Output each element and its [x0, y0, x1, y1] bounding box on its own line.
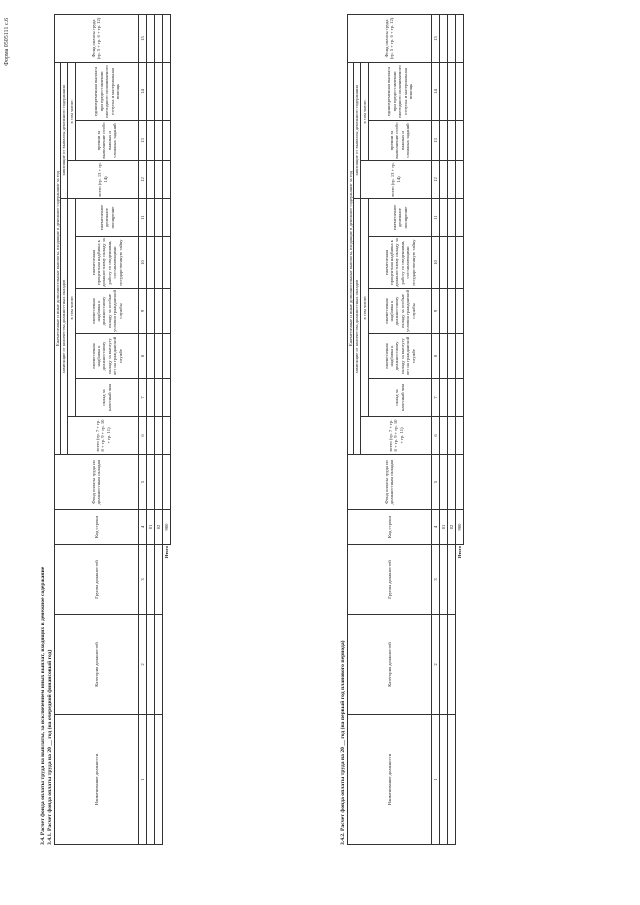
table-2-title: 3.4.2. Расчет фонда оплаты труда на 20 __ год (на первый год планового периода)	[340, 640, 346, 845]
col-number: 15	[431, 14, 439, 62]
total-row	[162, 14, 170, 844]
sub-header-pay: зависящие от выплаты денежного содержания	[61, 62, 67, 198]
col-number: 8	[138, 334, 146, 379]
col-number: 5	[138, 455, 146, 510]
col-header-position-name: Наименование должности	[348, 715, 432, 845]
table-section-2	[340, 15, 464, 845]
total-row	[455, 14, 463, 844]
row-code: 01	[146, 510, 154, 545]
col-number: 1	[431, 715, 439, 845]
col-number: 14	[138, 62, 146, 120]
col-number: 12	[138, 161, 146, 199]
col-header-salary-fund: Фонд оплаты труда по должностным окладам	[55, 455, 139, 510]
col-header-premiums: премии за выполнение особо важных и сложных заданий	[368, 121, 431, 161]
col-header-category: Категория должностей	[55, 615, 139, 715]
table-1-title: 3.4.1. Расчет фонда оплаты труда на 20 __ год (на очередной финансовый год)	[47, 649, 53, 845]
total-code: 900	[162, 510, 170, 545]
col-number: 7	[138, 379, 146, 417]
table-section-1	[40, 15, 171, 845]
col-number: 12	[431, 161, 439, 199]
table-row	[439, 14, 447, 844]
col-number: 9	[138, 289, 146, 334]
row-code: 01	[439, 510, 447, 545]
col-header-row-code: Код строки	[348, 510, 432, 545]
total-code: 900	[455, 510, 463, 545]
sub-header-pay: зависящие от выплаты денежного содержания	[354, 62, 360, 198]
section-title: 3.4. Расчет фонда оплаты труда на выплаты, за исключением иных выплат, входящих в денежное содержание	[40, 566, 46, 845]
group-header: Ежемесячные и иные дополнительные выплаты, входящие в денежное содержание за год	[55, 62, 61, 454]
col-header-total-1: всего (гр. 7 + гр. 8 + гр. 9 + гр. 10 + гр. 11)	[360, 417, 431, 455]
row-code: 02	[447, 510, 455, 545]
col-number: 11	[138, 199, 146, 237]
col-header-vacation-aid: единовременная выплата при предоставлении ежегодного оплачиваемого отпуска и материальная помощь	[75, 62, 138, 120]
col-header-monthly-bonus: ежемесячное денежное поощрение	[368, 199, 431, 237]
col-number: 11	[431, 199, 439, 237]
group-header: Ежемесячные и иные дополнительные выплаты, входящие в денежное содержание за год	[348, 62, 354, 454]
col-number: 15	[138, 14, 146, 62]
col-number: 6	[138, 417, 146, 455]
sub-header-incl-2: в том числе:	[360, 62, 368, 160]
sub-header-salaries: зависящие от количества должностных окладов	[61, 199, 67, 455]
col-number: 9	[431, 289, 439, 334]
col-header-total-1: всего (гр. 7 + гр. 8 + гр. 9 + гр. 10 + гр. 11)	[67, 417, 138, 455]
col-number: 6	[431, 417, 439, 455]
col-number: 8	[431, 334, 439, 379]
col-number: 10	[138, 237, 146, 289]
col-number: 2	[138, 615, 146, 715]
col-number: 4	[138, 510, 146, 545]
col-header-seniority: ежемесячная надбавка к должностному окладу за выслугу лет на гражданской службе	[75, 334, 138, 379]
col-number: 2	[431, 615, 439, 715]
col-header-total-fund: Фонд оплаты труда (гр. 5 + гр. 6 + гр. 12)	[348, 14, 432, 62]
col-header-position-name: Наименование должности	[55, 715, 139, 845]
sub-header-incl-2: в том числе:	[67, 62, 75, 160]
col-number: 14	[431, 62, 439, 120]
col-header-class-rank: оклад за классный чин	[368, 379, 431, 417]
col-header-premiums: премии за выполнение особо важных и сложных заданий	[75, 121, 138, 161]
form-code: Форма 0505111 с.6	[4, 18, 10, 66]
col-header-class-rank: оклад за классный чин	[75, 379, 138, 417]
table-row	[154, 14, 162, 844]
col-header-group: Группа должностей	[55, 545, 139, 615]
sub-header-incl: в том числе:	[360, 199, 368, 417]
sub-header-salaries: зависящие от количества должностных окладов	[354, 199, 360, 455]
col-header-category: Категория должностей	[348, 615, 432, 715]
col-header-salary-fund: Фонд оплаты труда по должностным окладам	[348, 455, 432, 510]
col-header-special-conditions: ежемесячная надбавка к должностному окладу за особые условия гражданской службы	[75, 289, 138, 334]
total-label: Итого	[163, 546, 169, 559]
col-header-group: Группа должностей	[348, 545, 432, 615]
col-header-total-2: всего (гр. 13 + гр. 14)	[360, 161, 431, 199]
col-number: 5	[431, 455, 439, 510]
col-number: 7	[431, 379, 439, 417]
col-header-special-conditions: ежемесячная надбавка к должностному окладу за особые условия гражданской службы	[368, 289, 431, 334]
payroll-table-1	[54, 14, 171, 845]
row-code: 02	[154, 510, 162, 545]
col-header-state-secret: ежемесячная процентная надбавка к должностному окладу за работу со сведениями, составляющими государственную тайну	[368, 237, 431, 289]
sub-header-incl: в том числе:	[67, 199, 75, 417]
col-header-seniority: ежемесячная надбавка к должностному окладу за выслугу лет на гражданской службе	[368, 334, 431, 379]
total-label: Итого	[456, 546, 462, 559]
col-number: 4	[431, 510, 439, 545]
col-number: 10	[431, 237, 439, 289]
col-header-total-fund: Фонд оплаты труда (гр. 5 + гр. 6 + гр. 12)	[55, 14, 139, 62]
table-row	[146, 14, 154, 844]
col-header-row-code: Код строки	[55, 510, 139, 545]
col-number: 13	[431, 121, 439, 161]
payroll-table-2	[347, 14, 464, 845]
col-number: 13	[138, 121, 146, 161]
col-number: 3	[138, 545, 146, 615]
col-number: 1	[138, 715, 146, 845]
table-row	[447, 14, 455, 844]
col-header-monthly-bonus: ежемесячное денежное поощрение	[75, 199, 138, 237]
col-header-total-2: всего (гр. 13 + гр. 14)	[67, 161, 138, 199]
col-header-vacation-aid: единовременная выплата при предоставлении ежегодного оплачиваемого отпуска и материальная помощь	[368, 62, 431, 120]
col-header-state-secret: ежемесячная процентная надбавка к должностному окладу за работу со сведениями, составляющими государственную тайну	[75, 237, 138, 289]
col-number: 3	[431, 545, 439, 615]
